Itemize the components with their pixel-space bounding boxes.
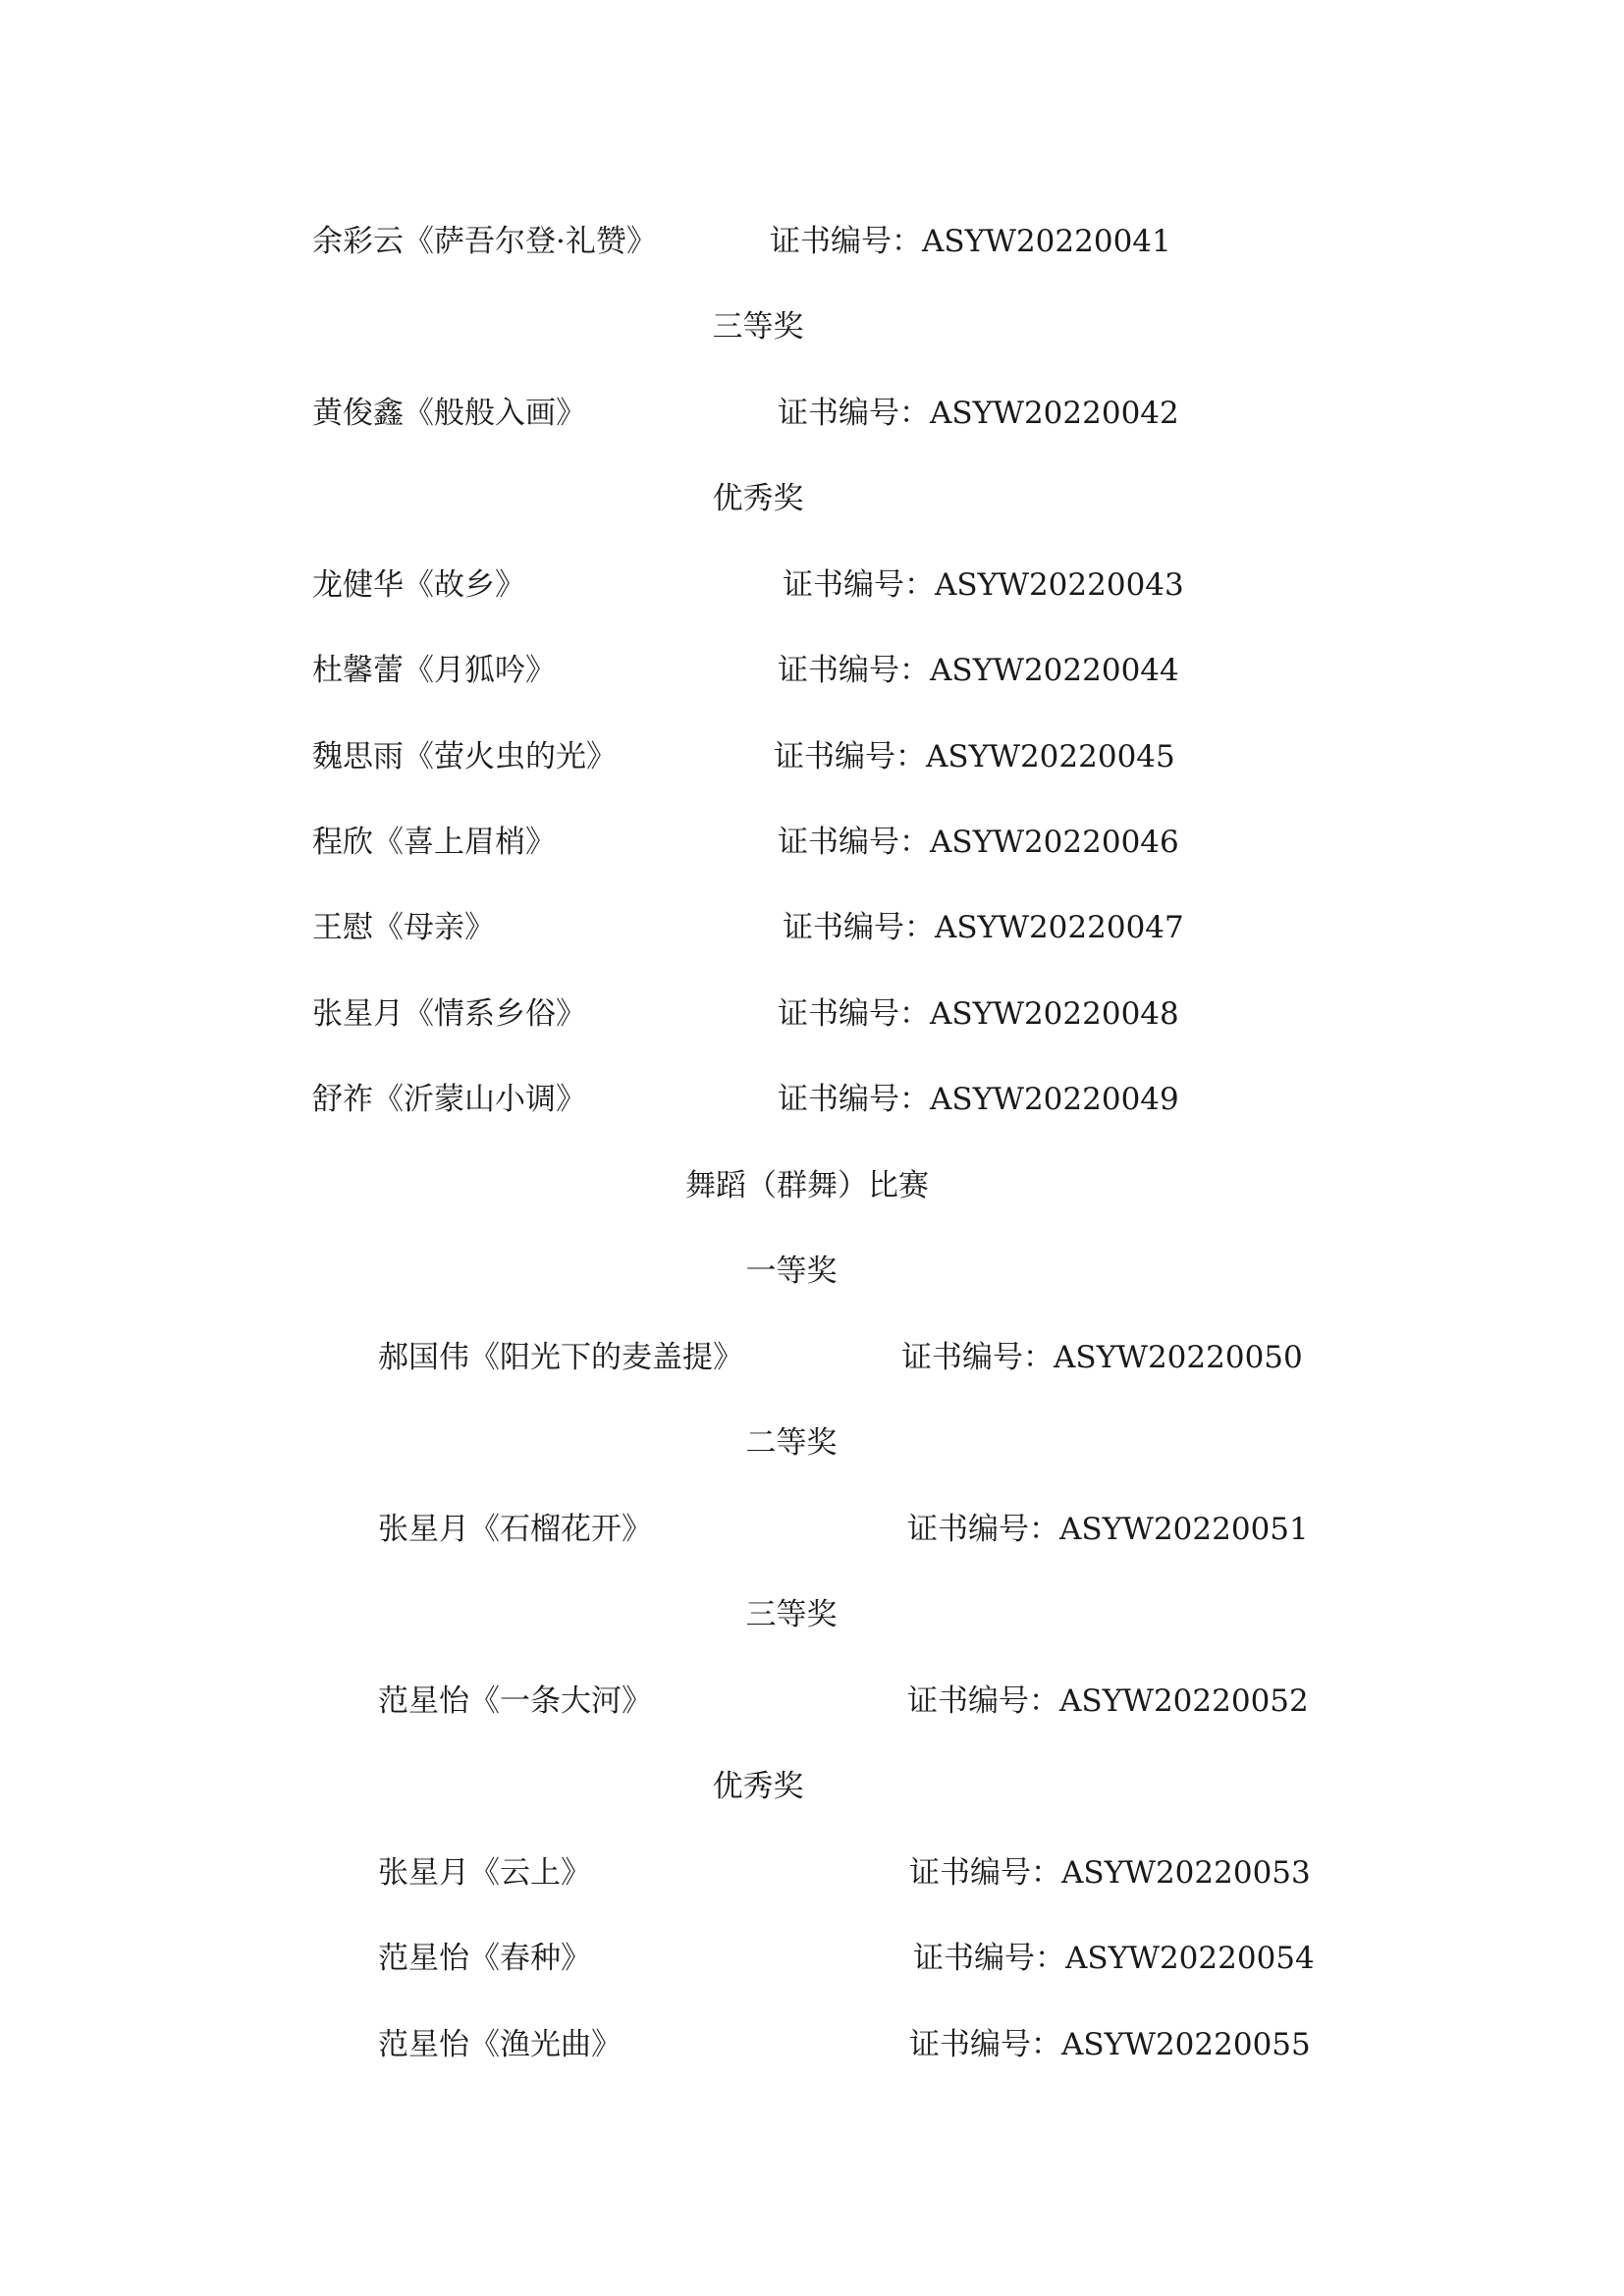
award-heading: 三等奖 (712, 309, 804, 345)
competition-title: 舞蹈（群舞）比赛 (685, 1168, 929, 1203)
entry-name: 张星月《石榴花开》 (378, 1512, 652, 1547)
entry-name: 杜馨蕾《月狐吟》 (312, 653, 556, 688)
entry-name: 程欣《喜上眉梢》 (312, 825, 556, 860)
entry-certificate: 证书编号：ASYW20220049 (778, 1082, 1179, 1117)
entry-name: 龙健华《故乡》 (312, 567, 525, 603)
entry-certificate: 证书编号：ASYW20220050 (901, 1340, 1303, 1375)
entry-certificate: 证书编号：ASYW20220044 (778, 653, 1179, 688)
entry-name: 范星怡《春种》 (378, 1941, 591, 1976)
entry-certificate: 证书编号：ASYW20220043 (783, 567, 1184, 603)
entry-certificate: 证书编号：ASYW20220055 (909, 2027, 1311, 2062)
entry-certificate: 证书编号：ASYW20220045 (774, 739, 1175, 774)
award-heading: 二等奖 (745, 1425, 838, 1461)
award-heading: 优秀奖 (712, 481, 804, 516)
entry-certificate: 证书编号：ASYW20220046 (778, 825, 1179, 860)
entry-certificate: 证书编号：ASYW20220041 (770, 224, 1171, 259)
entry-certificate: 证书编号：ASYW20220042 (778, 396, 1179, 431)
entry-name: 王慰《母亲》 (312, 910, 495, 945)
entry-name: 范星怡《渔光曲》 (378, 2027, 622, 2062)
entry-certificate: 证书编号：ASYW20220054 (913, 1941, 1315, 1976)
entry-name: 张星月《情系乡俗》 (312, 996, 586, 1032)
entry-name: 郝国伟《阳光下的麦盖提》 (378, 1340, 743, 1375)
entry-name: 张星月《云上》 (378, 1855, 591, 1891)
entry-certificate: 证书编号：ASYW20220053 (909, 1855, 1311, 1891)
entry-name: 余彩云《萨吾尔登·礼赞》 (312, 224, 657, 259)
entry-name: 黄俊鑫《般般入画》 (312, 396, 586, 431)
award-heading: 三等奖 (745, 1597, 838, 1632)
entry-certificate: 证书编号：ASYW20220047 (783, 910, 1184, 945)
entry-name: 范星怡《一条大河》 (378, 1683, 652, 1719)
award-heading: 一等奖 (745, 1254, 838, 1289)
entry-name: 魏思雨《萤火虫的光》 (312, 739, 617, 774)
entry-certificate: 证书编号：ASYW20220048 (778, 996, 1179, 1032)
entry-certificate: 证书编号：ASYW20220052 (907, 1683, 1309, 1719)
entry-name: 舒祚《沂蒙山小调》 (312, 1082, 586, 1117)
entry-certificate: 证书编号：ASYW20220051 (907, 1512, 1309, 1547)
award-heading: 优秀奖 (712, 1769, 804, 1804)
